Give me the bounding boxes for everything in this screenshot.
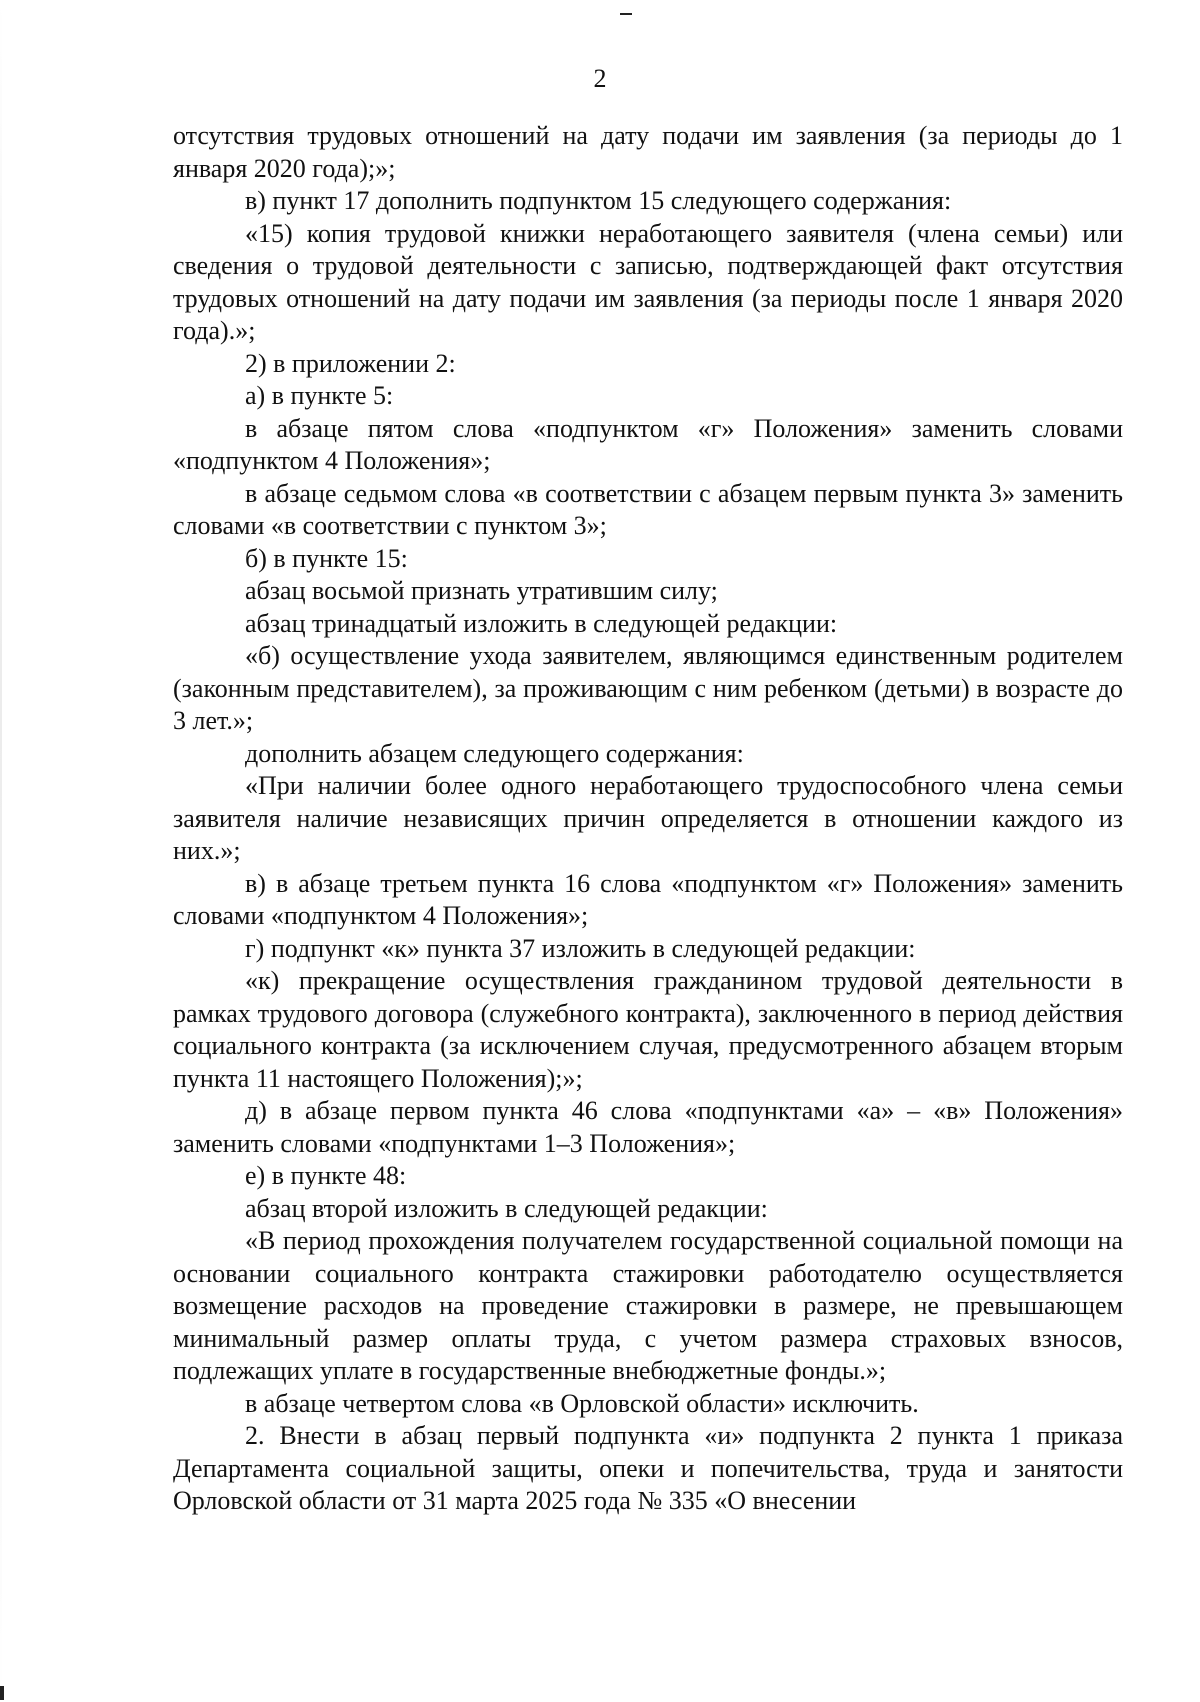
paragraph: д) в абзаце первом пункта 46 слова «подпунктами «а» – «в» Положения» заменить словами «подпунктами 1–3 Положения»; xyxy=(173,1096,1123,1158)
paragraph: в) в абзаце третьем пункта 16 слова «подпунктом «г» Положения» заменить словами «подпунктом 4 Положения»; xyxy=(173,868,1123,930)
paragraph: «б) осуществление ухода заявителем, являющимся единственным родителем (законным представителем), за проживающим с ним ребенком (детьми) в возрасте до 3 лет.»; xyxy=(173,641,1123,735)
paragraph: «При наличии более одного неработающего трудоспособного члена семьи заявителя наличие независящих причин определяется в отношении каждого из них.»; xyxy=(173,771,1123,865)
paragraph: абзац восьмой признать утратившим силу; xyxy=(245,576,718,605)
paragraph: отсутствия трудовых отношений на дату подачи им заявления (за периоды до 1 января 2020 года);»; xyxy=(173,121,1123,183)
paragraph: в абзаце четвертом слова «в Орловской области» исключить. xyxy=(245,1388,919,1418)
paragraph: в абзаце седьмом слова «в соответствии с абзацем первым пункта 3» заменить словами «в соответствии с пунктом 3»; xyxy=(173,478,1123,540)
scan-mark-top xyxy=(620,13,632,15)
paragraph: б) в пункте 15: xyxy=(245,543,408,573)
paragraph: дополнить абзацем следующего содержания: xyxy=(245,738,744,768)
paragraph: абзац тринадцатый изложить в следующей редакции: xyxy=(245,608,838,638)
paragraph: «к) прекращение осуществления гражданином трудовой деятельности в рамках трудового договора (служебного контракта), заключенного в период действия социального контракта (за исключением случая, предусмотренного абзацем вторым пункта 11 настоящего Положения);»; xyxy=(173,966,1123,1093)
paragraph: в абзаце пятом слова «подпунктом «г» Положения» заменить словами «подпунктом 4 Положения»; xyxy=(173,413,1123,475)
page-number: 2 xyxy=(593,64,607,93)
scan-edge-shadow xyxy=(0,0,2,1702)
paragraph: «В период прохождения получателем государственной социальной помощи на основании социального контракта стажировки работодателю осуществляется возмещение расходов на проведение стажировки в размере, не превышающем минимальный размер оплаты труда, с учетом размера страховых взносов, подлежащих уплате в государственные внебюджетные фонды.»; xyxy=(173,1226,1123,1385)
paragraph: в) пункт 17 дополнить подпунктом 15 следующего содержания: xyxy=(245,186,952,215)
document-body xyxy=(173,120,1123,1518)
paragraph: 2. Внести в абзац первый подпункта «и» подпункта 2 пункта 1 приказа Департамента социальной защиты, опеки и попечительства, труда и занятости Орловской области от 31 марта 2025 года № 335 «О внесении xyxy=(173,1421,1123,1515)
paragraph: «15) копия трудовой книжки неработающего заявителя (члена семьи) или сведения о трудовой деятельности с записью, подтверждающей факт отсутствия трудовых отношений на дату подачи им заявления (за периоды после 1 января 2020 года).»; xyxy=(173,218,1123,345)
scan-mark-bottom-left xyxy=(0,1686,4,1700)
paragraph: г) подпункт «к» пункта 37 изложить в следующей редакции: xyxy=(245,933,916,963)
paragraph: 2) в приложении 2: xyxy=(245,348,456,378)
paragraph: а) в пункте 5: xyxy=(245,381,394,410)
paragraph: е) в пункте 48: xyxy=(245,1161,407,1190)
paragraph: абзац второй изложить в следующей редакции: xyxy=(245,1193,768,1223)
